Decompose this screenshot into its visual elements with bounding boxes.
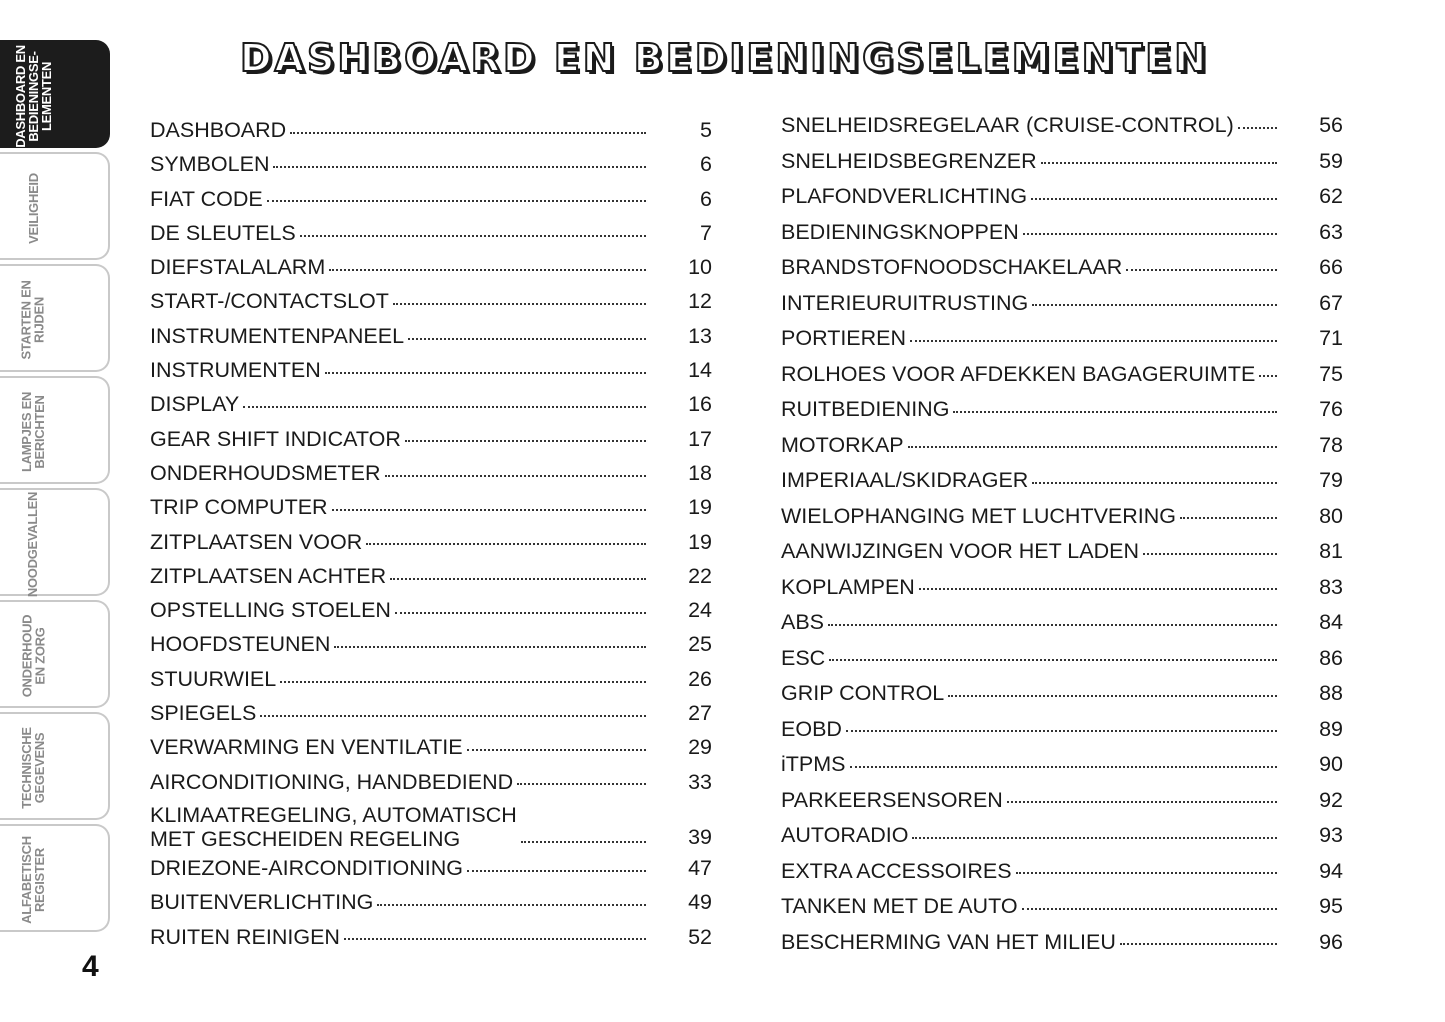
chapter-tab-label: NOODGEVALLEN: [25, 491, 41, 597]
dot-leader: [1007, 785, 1277, 807]
toc-entry-page: 76: [1319, 397, 1343, 421]
toc-entry-page: 24: [688, 598, 712, 623]
toc-entry-page: 63: [1319, 219, 1343, 244]
toc-entry[interactable]: [781, 747, 1343, 783]
dot-leader: [325, 356, 646, 378]
dot-leader: [267, 184, 646, 206]
dot-leader: [1180, 501, 1277, 523]
toc-entry-title: BEDIENINGSKNOPPEN: [781, 219, 1019, 244]
toc-entry-title: BRANDSTOFNOODSCHAKELAAR: [781, 255, 1123, 279]
chapter-tab[interactable]: [0, 40, 110, 148]
toc-entry-page: 22: [688, 563, 712, 588]
toc-entry-title: ROLHOES VOOR AFDEKKEN BAGAGERUIMTE: [781, 361, 1256, 386]
dot-leader: [1259, 359, 1277, 381]
page-title: DASHBOARD EN BEDIENINGSELEMENTEN: [240, 36, 1210, 80]
toc-entry-title: BESCHERMING VAN HET MILIEU: [781, 929, 1116, 954]
toc-entry-title: BUITENVERLICHTING: [150, 890, 374, 915]
toc-entry[interactable]: [150, 920, 712, 954]
toc-entry-page: 81: [1319, 539, 1343, 563]
toc-entry-title: MOTORKAP: [781, 432, 904, 457]
dot-leader: [260, 699, 646, 721]
dot-leader: [1023, 217, 1277, 239]
toc-entry-title: DRIEZONE-AIRCONDITIONING: [150, 855, 463, 880]
toc-entry[interactable]: [150, 627, 712, 661]
toc-entry-page: 12: [688, 289, 712, 314]
toc-entry[interactable]: [781, 215, 1343, 251]
toc-entry-title: SYMBOLEN: [150, 152, 270, 177]
toc-entry-page: 89: [1319, 716, 1343, 741]
toc-entry-page: 5: [700, 118, 712, 142]
dot-leader: [829, 643, 1277, 665]
toc-entry-page: 19: [688, 495, 712, 520]
toc-entry[interactable]: [150, 422, 712, 456]
toc-entry[interactable]: [150, 216, 712, 250]
chapter-tab[interactable]: [0, 488, 110, 596]
toc-entry[interactable]: [150, 799, 712, 851]
toc-entry-page: 62: [1319, 184, 1343, 208]
toc-entry[interactable]: [781, 818, 1343, 854]
toc-entry-title: PARKEERSENSOREN: [781, 787, 1003, 812]
toc-entry[interactable]: [781, 534, 1343, 570]
toc-entry-title: ABS: [781, 610, 825, 634]
toc-entry[interactable]: [150, 851, 712, 885]
toc-entry-page: 25: [688, 632, 712, 657]
chapter-tab-label: VEILIGHEID: [25, 172, 41, 244]
toc-entry-page: 10: [688, 255, 712, 280]
toc-entry[interactable]: [150, 662, 712, 696]
toc-entry-page: 94: [1319, 858, 1343, 883]
toc-entry[interactable]: [150, 250, 712, 284]
toc-entry-title: EOBD: [781, 716, 842, 741]
toc-entry-page: 66: [1319, 255, 1343, 279]
toc-entry-page: 29: [688, 735, 712, 760]
toc-entry-title: STUURWIEL: [150, 666, 277, 691]
toc-entry-page: 6: [700, 186, 712, 211]
dot-leader: [344, 922, 646, 944]
toc-entry[interactable]: [150, 147, 712, 181]
toc-entry[interactable]: [150, 559, 712, 593]
toc-entry-title: SPIEGELS: [150, 701, 257, 726]
toc-entry-title: AUTORADIO: [781, 823, 909, 847]
dot-leader: [408, 321, 646, 343]
toc-entry-page: 80: [1319, 503, 1343, 528]
toc-entry-page: 88: [1319, 681, 1343, 705]
dot-leader: [385, 458, 646, 480]
dot-leader: [846, 714, 1277, 736]
chapter-tab-label: LAMPJES EN BERICHTEN: [19, 391, 48, 473]
dot-leader: [1032, 466, 1277, 488]
dot-leader: [1022, 892, 1277, 914]
toc-entry[interactable]: [781, 925, 1343, 961]
toc-entry[interactable]: [781, 854, 1343, 890]
toc-entry[interactable]: [781, 108, 1343, 144]
toc-entry-page: 79: [1319, 468, 1343, 492]
chapter-tab-label-wrap: [0, 714, 66, 822]
toc-entry-page: 84: [1319, 610, 1343, 634]
toc-entry[interactable]: [150, 885, 712, 919]
dot-leader: [1032, 288, 1277, 310]
dot-leader: [1041, 146, 1277, 168]
toc-entry-title: IMPERIAAL/SKIDRAGER: [781, 468, 1029, 492]
dot-leader: [467, 853, 646, 875]
toc-entry[interactable]: [781, 499, 1343, 535]
toc-entry-title: SNELHEIDSBEGRENZER: [781, 148, 1037, 173]
toc-entry-title: ONDERHOUDSMETER: [150, 460, 381, 485]
toc-entry-page: 56: [1319, 113, 1343, 137]
toc-right-column: [781, 108, 1343, 960]
toc-entry[interactable]: [781, 463, 1343, 499]
toc-entry[interactable]: [781, 712, 1343, 748]
toc-entry-page: 75: [1319, 361, 1343, 386]
dot-leader: [908, 430, 1277, 452]
toc-entry-page: 13: [688, 323, 712, 348]
toc-left-column: [150, 113, 712, 954]
toc-entry-page: 27: [688, 701, 712, 726]
toc-entry-title: ZITPLAATSEN ACHTER: [150, 563, 387, 588]
toc-entry-page: 86: [1319, 645, 1343, 670]
toc-entry[interactable]: [781, 144, 1343, 180]
toc-entry-page: 18: [688, 460, 712, 485]
chapter-tab[interactable]: [0, 264, 110, 372]
toc-entry-title: SNELHEIDSREGELAAR (CRUISE-CONTROL): [781, 113, 1234, 137]
toc-entry[interactable]: [150, 730, 712, 764]
toc-entry[interactable]: [781, 428, 1343, 464]
toc-entry[interactable]: [781, 570, 1343, 606]
chapter-tab-label: STARTEN EN RIJDEN: [19, 280, 48, 360]
toc-entry[interactable]: [150, 113, 712, 147]
toc-entry-title: OPSTELLING STOELEN: [150, 598, 391, 623]
toc-entry-page: 71: [1319, 326, 1343, 350]
chapter-tab[interactable]: [0, 600, 110, 708]
toc-entry-page: 78: [1319, 432, 1343, 457]
toc-entry-title: INSTRUMENTEN: [150, 358, 321, 383]
toc-entry-page: 49: [688, 890, 712, 915]
chapter-tab-label-wrap: [0, 378, 66, 486]
toc-entry[interactable]: [781, 392, 1343, 428]
chapter-tab-label: ALFABETISCH REGISTER: [19, 836, 48, 924]
toc-entry-title: AIRCONDITIONING, HANDBEDIEND: [150, 769, 514, 794]
chapter-tab-label: TECHNISCHE GEGEVENS: [19, 727, 48, 809]
toc-entry[interactable]: [150, 490, 712, 524]
toc-entry-page: 96: [1319, 929, 1343, 954]
dot-leader: [953, 395, 1277, 417]
toc-entry-title: VERWARMING EN VENTILATIE: [150, 735, 463, 760]
toc-entry[interactable]: [150, 456, 712, 490]
dot-leader: [1120, 927, 1277, 949]
dot-leader: [334, 630, 646, 652]
dot-leader: [405, 424, 646, 446]
dot-leader: [243, 390, 646, 412]
toc-entry-page: 14: [688, 358, 712, 383]
toc-entry-page: 47: [688, 855, 712, 880]
toc-entry-page: 16: [688, 392, 712, 417]
toc-entry-title: GEAR SHIFT INDICATOR: [150, 426, 401, 451]
toc-entry-title: FIAT CODE: [150, 186, 263, 211]
chapter-tab-label-wrap: [0, 490, 66, 598]
chapter-tab-label-wrap: [0, 266, 66, 374]
dot-leader: [393, 287, 646, 309]
toc-entry-page: 7: [700, 220, 712, 245]
toc-entry[interactable]: [781, 286, 1343, 322]
dot-leader: [948, 679, 1277, 701]
toc-entry-title: DIEFSTALALARM: [150, 255, 326, 280]
toc-entry-title: HOOFDSTEUNEN: [150, 632, 331, 657]
dot-leader: [300, 218, 646, 240]
chapter-tab[interactable]: [0, 712, 110, 820]
toc-entry[interactable]: [150, 696, 712, 730]
toc-entry[interactable]: [150, 284, 712, 318]
dot-leader: [329, 253, 646, 275]
toc-entry[interactable]: [150, 765, 712, 799]
dot-leader: [467, 733, 646, 755]
chapter-tab-label: ONDERHOUD EN ZORG: [19, 614, 47, 698]
toc-entry-title: PORTIEREN: [781, 326, 907, 350]
toc-entry-title: START-/CONTACTSLOT: [150, 289, 389, 314]
toc-entry-page: 93: [1319, 823, 1343, 847]
toc-entry-title: ESC: [781, 645, 826, 670]
toc-entry-title: AANWIJZINGEN VOOR HET LADEN: [781, 539, 1139, 563]
toc-entry[interactable]: [781, 357, 1343, 393]
toc-entry-title: INSTRUMENTENPANEEL: [150, 323, 405, 348]
dot-leader: [1031, 182, 1277, 204]
chapter-tab-label-wrap: [0, 42, 66, 150]
toc-entry-title: RUITEN REINIGEN: [150, 924, 340, 949]
toc-entry-title: TANKEN MET DE AUTO: [781, 894, 1018, 918]
toc-entry-title: TRIP COMPUTER: [150, 495, 328, 520]
toc-entry-page: 19: [688, 529, 712, 554]
dot-leader: [1143, 537, 1277, 559]
toc-entry-title: DASHBOARD: [150, 118, 287, 142]
dot-leader: [850, 750, 1278, 772]
dot-leader: [332, 493, 646, 515]
toc-entry[interactable]: [781, 783, 1343, 819]
toc-entry[interactable]: [150, 387, 712, 421]
toc-entry[interactable]: [781, 321, 1343, 357]
chapter-tab[interactable]: [0, 152, 110, 260]
toc-entry-page: 67: [1319, 290, 1343, 315]
toc-entry-title: WIELOPHANGING MET LUCHTVERING: [781, 503, 1177, 528]
toc-entry-title: EXTRA ACCESSOIRES: [781, 858, 1012, 883]
dot-leader: [910, 324, 1277, 346]
toc-entry-title: PLAFONDVERLICHTING: [781, 184, 1028, 208]
toc-entry-title: KLIMAATREGELING, AUTOMATISCH MET GESCHEIDEN REGELING: [150, 802, 517, 851]
toc-entry-title: KOPLAMPEN: [781, 574, 915, 599]
toc-entry-page: 17: [688, 426, 712, 451]
toc-entry[interactable]: [781, 889, 1343, 925]
dot-leader: [290, 116, 646, 138]
toc-entry-page: 90: [1319, 752, 1343, 776]
toc-entry[interactable]: [781, 676, 1343, 712]
chapter-tab[interactable]: [0, 376, 110, 484]
toc-entry[interactable]: [781, 179, 1343, 215]
dot-leader: [273, 150, 646, 172]
toc-entry-page: 6: [700, 152, 712, 177]
toc-entry[interactable]: [150, 182, 712, 216]
chapter-tab-label-wrap: [0, 602, 66, 710]
toc-entry[interactable]: [781, 641, 1343, 677]
toc-entry-page: 92: [1319, 787, 1343, 812]
dot-leader: [280, 664, 646, 686]
toc-entry[interactable]: [781, 605, 1343, 641]
toc-entry-page: 39: [688, 824, 712, 849]
toc-entry[interactable]: [150, 525, 712, 559]
toc-entry[interactable]: [150, 353, 712, 387]
toc-entry-title: DE SLEUTELS: [150, 220, 296, 245]
chapter-tab[interactable]: [0, 824, 110, 932]
toc-entry-title: DISPLAY: [150, 392, 240, 417]
toc-entry-page: 59: [1319, 148, 1343, 173]
toc-entry-title: ZITPLAATSEN VOOR: [150, 529, 363, 554]
dot-leader: [521, 824, 646, 846]
toc-entry[interactable]: [150, 593, 712, 627]
toc-entry-page: 95: [1319, 894, 1343, 918]
dot-leader: [377, 888, 646, 910]
dot-leader: [912, 821, 1277, 843]
dot-leader: [390, 561, 646, 583]
dot-leader: [1126, 253, 1277, 275]
chapter-tab-label-wrap: [0, 826, 66, 934]
dot-leader: [1016, 856, 1277, 878]
dot-leader: [828, 608, 1277, 630]
page-number: 4: [82, 950, 99, 983]
toc-entry[interactable]: [781, 250, 1343, 286]
dot-leader: [366, 527, 646, 549]
dot-leader: [395, 596, 646, 618]
toc-entry-title: iTPMS: [781, 752, 846, 776]
dot-leader: [517, 767, 646, 789]
toc-entry-page: 33: [688, 769, 712, 794]
dot-leader: [1238, 111, 1277, 133]
toc-entry[interactable]: [150, 319, 712, 353]
toc-entry-page: 26: [688, 666, 712, 691]
chapter-tab-label: DASHBOARD EN BEDIENINGSE- LEMENTEN: [12, 44, 54, 148]
toc-entry-title: INTERIEURUITRUSTING: [781, 290, 1029, 315]
dot-leader: [919, 572, 1277, 594]
toc-entry-title: RUITBEDIENING: [781, 397, 950, 421]
toc-entry-title: GRIP CONTROL: [781, 681, 945, 705]
chapter-tab-label-wrap: [0, 154, 66, 262]
toc-entry-page: 52: [688, 924, 712, 949]
toc-entry-page: 83: [1319, 574, 1343, 599]
